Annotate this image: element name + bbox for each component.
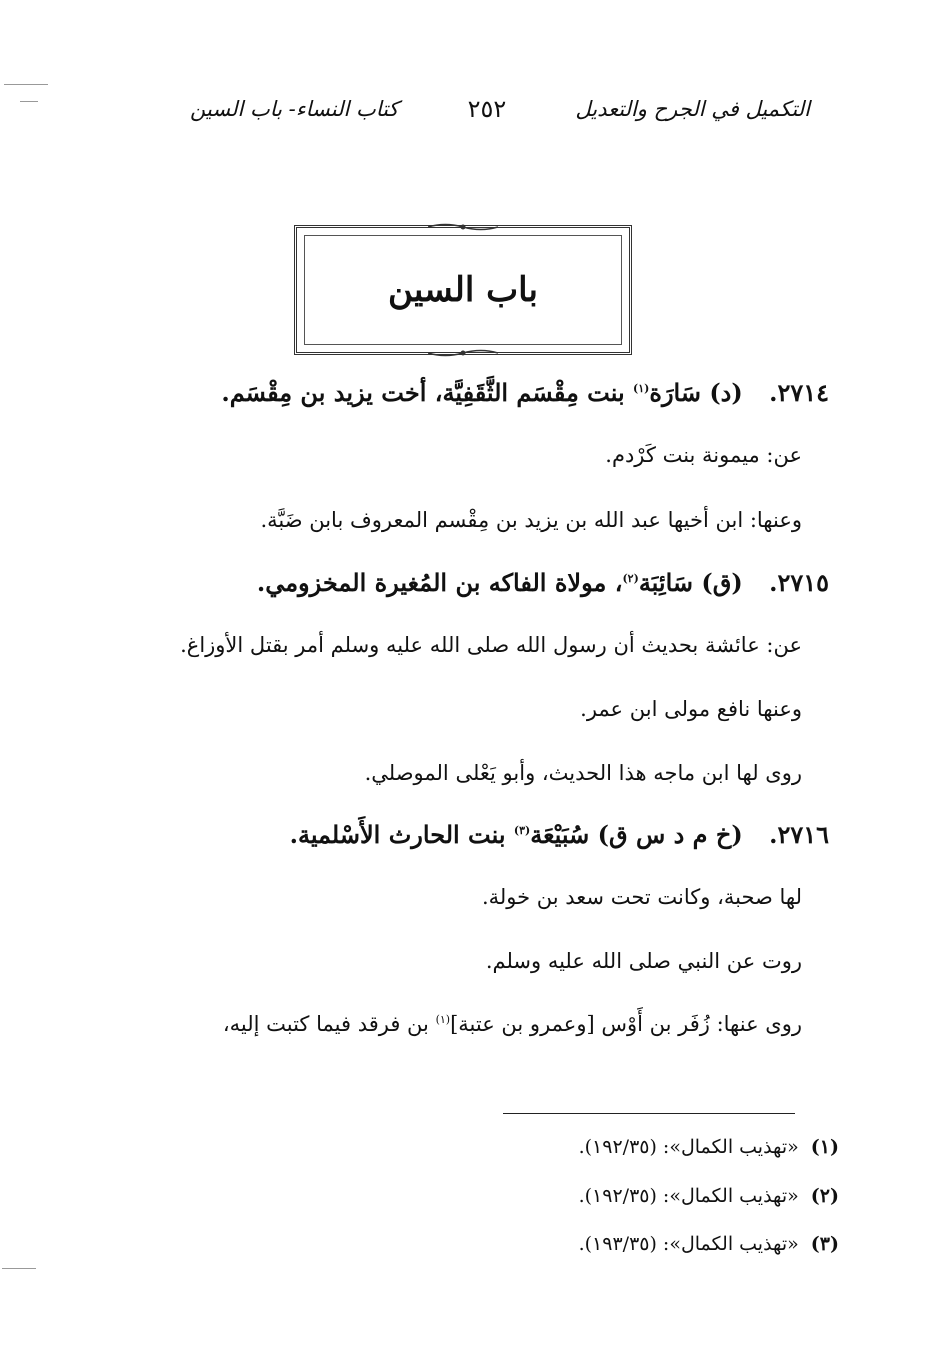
footnote-marker: (١) — [435, 1013, 451, 1026]
text-line: روى لها ابن ماجه هذا الحديث، وأبو يَعْلى الموصلي. — [364, 761, 802, 785]
entry-descriptor: بنت مِقْسَم الثَّقَفِيَّة، أخت يزيد بن مِقْسَم. — [221, 378, 634, 407]
ornament-icon — [428, 348, 498, 358]
entry-number: ٢٧١٥. — [769, 568, 829, 597]
footnote-marker: (٣) — [513, 824, 531, 837]
text-line: وعنها: ابن أخيها عبد الله بن يزيد بن مِقْسم المعروف بابن ضَبَّة. — [260, 508, 802, 532]
text-segment: بن فرقد فيما كتبت إليه، — [222, 1012, 436, 1036]
entry-number: ٢٧١٤. — [769, 378, 829, 407]
text-line — [223, 1012, 802, 1036]
footnote-separator — [503, 1113, 795, 1114]
chapter-title-frame — [294, 225, 632, 355]
footnote-text: «تهذيب الكمال»: (١٩٢/٣٥). — [578, 1136, 799, 1158]
text-line: لها صحبة، وكانت تحت سعد بن خولة. — [481, 885, 802, 909]
running-header — [190, 92, 810, 126]
header-page-number: ٢٥٢ — [467, 95, 507, 123]
entry-name: (خ م د س ق) سُبَيْعَة — [530, 820, 743, 849]
footnote-text: «تهذيب الكمال»: (١٩٣/٣٥). — [578, 1233, 799, 1255]
footnote-text: «تهذيب الكمال»: (١٩٢/٣٥). — [578, 1185, 799, 1207]
footnote-marker: (١) — [633, 382, 650, 395]
footnote — [579, 1185, 839, 1207]
text-segment: روى عنها: زُفَر بن أَوْس [وعمرو بن عتبة] — [450, 1012, 802, 1036]
text-line: وعنها نافع مولى ابن عمر. — [580, 697, 802, 721]
entry-descriptor: بنت الحارث الأَسْلمية. — [289, 820, 514, 849]
footnote-number: (٢) — [810, 1185, 839, 1207]
footnote-number: (١) — [810, 1136, 839, 1158]
text-line: روت عن النبي صلى الله عليه وسلم. — [485, 949, 802, 973]
footnote-marker: (٢) — [622, 572, 639, 585]
entry-name: (ق) سَائِبَة — [638, 568, 743, 597]
footnote — [579, 1233, 839, 1255]
text-line: عن: ميمونة بنت كَرْدم. — [605, 443, 802, 467]
entry-heading — [290, 820, 829, 849]
footnote-number: (٣) — [810, 1233, 839, 1255]
entry-heading — [257, 568, 829, 597]
entry-name: (د) سَارَة — [649, 378, 743, 407]
chapter-title: باب السين — [388, 270, 538, 310]
entry-descriptor: ، مولاة الفاكه بن المُغيرة المخزومي. — [256, 568, 623, 597]
entry-heading — [221, 378, 829, 407]
footnote — [579, 1136, 839, 1158]
scan-mark — [2, 1268, 36, 1269]
text-line: عن: عائشة بحديث أن رسول الله صلى الله عليه وسلم أمر بقتل الأوزاغ. — [180, 633, 802, 657]
scan-mark — [20, 101, 38, 102]
header-book-title: التكميل في الجرح والتعديل — [575, 97, 810, 121]
entry-number: ٢٧١٦. — [769, 820, 829, 849]
scan-mark — [4, 84, 48, 85]
header-section: كتاب النساء- باب السين — [190, 97, 399, 121]
